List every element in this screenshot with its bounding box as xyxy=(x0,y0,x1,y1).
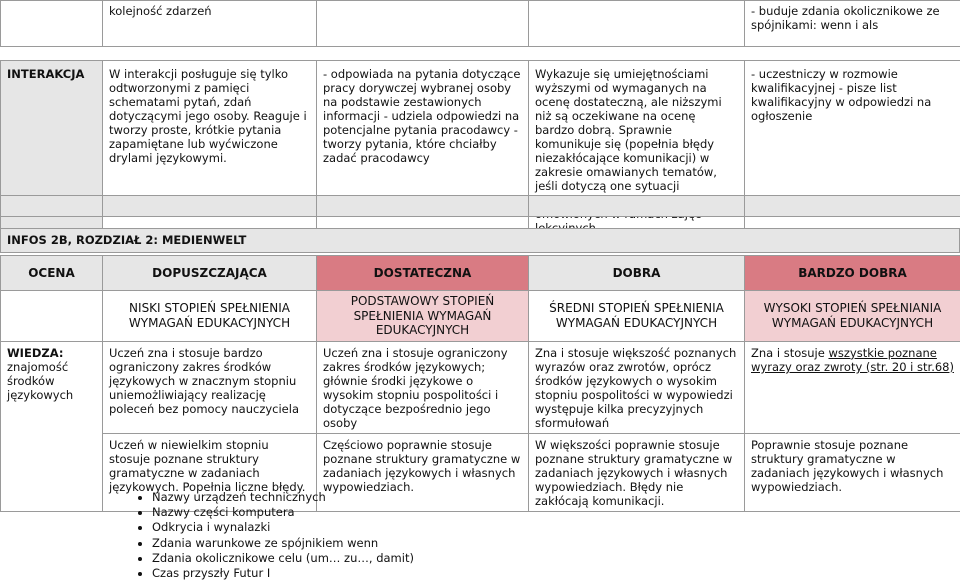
wiedza-dopuszczajaca-1: Uczeń zna i stosuje bardzo ograniczony zakres środków językowych w znacznym stopniu uniemożliwiający realizację poleceń bez pomocy nauczyciela xyxy=(103,341,317,433)
spacer-cell xyxy=(745,196,960,217)
list-item: • Zdania okolicznikowe celu (um… zu…, damit) xyxy=(152,551,414,566)
top-cell-col3: kolejność zdarzeń xyxy=(103,1,317,47)
spacer-cell xyxy=(529,196,745,217)
level-wysoki: WYSOKI STOPIEŃ SPEŁNIANIA WYMAGAŃ EDUKACYJNYCH xyxy=(745,291,960,342)
spacer-cell xyxy=(103,196,317,217)
level-empty xyxy=(1,291,103,342)
spacer-table xyxy=(0,195,960,217)
wiedza-label xyxy=(1,341,103,511)
grades-table xyxy=(0,255,960,512)
wiedza-label-rest: znajomość środków językowych xyxy=(7,359,74,402)
wiedza-dobra-2: W większości poprawnie stosuje poznane struktury gramatyczne w zadaniach językowych i własnych wypowiedziach. Błędy nie zakłócają komunikacji. xyxy=(529,433,745,511)
list-item: • Odkrycia i wynalazki xyxy=(152,520,414,535)
wiedza-dostateczna-2: Częściowo poprawnie stosuje poznane struktury gramatyczne w zadaniach językowych i własnych wypowiedziach. xyxy=(317,433,529,511)
list-item: • Nazwy części komputera xyxy=(152,505,414,520)
infos-title-table xyxy=(0,228,960,253)
topics-list xyxy=(110,490,414,581)
wiedza-bdb-prefix: Zna i stosuje xyxy=(751,345,829,360)
wiedza-bdb-underlined: wszystkie poznane wyrazy oraz zwroty (str. 20 i str.68) xyxy=(751,345,954,374)
level-niski: NISKI STOPIEŃ SPEŁNIENIA WYMAGAŃ EDUKACYJNYCH xyxy=(103,291,317,342)
section-title: INFOS 2B, ROZDZIAŁ 2: MEDIENWELT xyxy=(1,229,960,253)
wiedza-dostateczna-1: Uczeń zna i stosuje ograniczony zakres środków językowych; głównie środki językowe o wysokim stopniu pospolitości i dotyczące bezpośrednio jego osoby xyxy=(317,341,529,433)
grade-header-bardzo-dobra: BARDZO DOBRA xyxy=(745,256,960,291)
top-cell-col6: - buduje zdania okolicznikowe ze spójnikami: wenn i als xyxy=(745,1,960,47)
grade-header-dopuszczajaca: DOPUSZCZAJĄCA xyxy=(103,256,317,291)
level-sredni: ŚREDNI STOPIEŃ SPEŁNIENIA WYMAGAŃ EDUKACYJNYCH xyxy=(529,291,745,342)
wiedza-dopuszczajaca-2: Uczeń w niewielkim stopniu stosuje poznane struktury gramatyczne w zadaniach językowych. Popełnia liczne błędy. xyxy=(103,433,317,511)
wiedza-bardzo-dobra-1 xyxy=(745,341,960,433)
grade-header-dostateczna: DOSTATECZNA xyxy=(317,256,529,291)
interakcja-dostateczna: - odpowiada na pytania dotyczące pracy dorywczej wybranej osoby na podstawie zestawionych informacji - udziela odpowiedzi na potencjalne pytania pracodawcy - tworzy pytania, które chciałby zadać pracodawcy xyxy=(317,61,529,239)
grade-header-dobra: DOBRA xyxy=(529,256,745,291)
spacer-cell xyxy=(1,196,103,217)
spacer-cell xyxy=(317,196,529,217)
wiedza-bardzo-dobra-2: Poprawnie stosuje poznane struktury gramatyczne w zadaniach językowych i własnych wypowiedziach. xyxy=(745,433,960,511)
level-podstawowy: PODSTAWOWY STOPIEŃ SPEŁNIENIA WYMAGAŃ EDUKACYJNYCH xyxy=(317,291,529,342)
wiedza-label-bold: WIEDZA: xyxy=(7,345,64,360)
list-item: • Zdania warunkowe ze spójnikiem wenn xyxy=(152,536,414,551)
interakcja-label: INTERAKCJA xyxy=(1,61,103,239)
top-empty-2 xyxy=(317,1,529,47)
grade-header-ocena: OCENA xyxy=(1,256,103,291)
top-empty-1 xyxy=(1,1,103,47)
list-item: • Czas przyszły Futur I xyxy=(152,566,414,581)
interakcja-bardzo-dobra: - uczestniczy w rozmowie kwalifikacyjnej - pisze list kwalifikacyjny w odpowiedzi na ogłoszenie xyxy=(745,61,960,239)
top-empty-3 xyxy=(529,1,745,47)
wiedza-dobra-1: Zna i stosuje większość poznanych wyrazów oraz zwrotów, oprócz środków językowych o wysokim stopniu pospolitości w wypowiedzi występuje kilka precyzyjnych sformułowań xyxy=(529,341,745,433)
list-item: • Nazwy urządzeń technicznych xyxy=(152,490,414,505)
interakcja-dopuszczajaca: W interakcji posługuje się tylko odtworzonymi z pamięci schematami pytań, zdań dotyczącymi jego osoby. Reaguje i tworzy proste, krótkie pytania zapamiętane lub wyćwiczone drylami językowymi. xyxy=(103,61,317,239)
top-row-table xyxy=(0,0,960,47)
interakcja-dobra: Wykazuje się umiejętnościami wyższymi od wymaganych na ocenę dostateczną, ale niższymi niż są oczekiwane na ocenę bardzo dobrą. Sprawnie komunikuje się (popełnia błędy niezakłócające komunikacji) w zakresie omawianych tematów, jeśli dotyczą one sytuacji xyxy=(529,61,745,239)
